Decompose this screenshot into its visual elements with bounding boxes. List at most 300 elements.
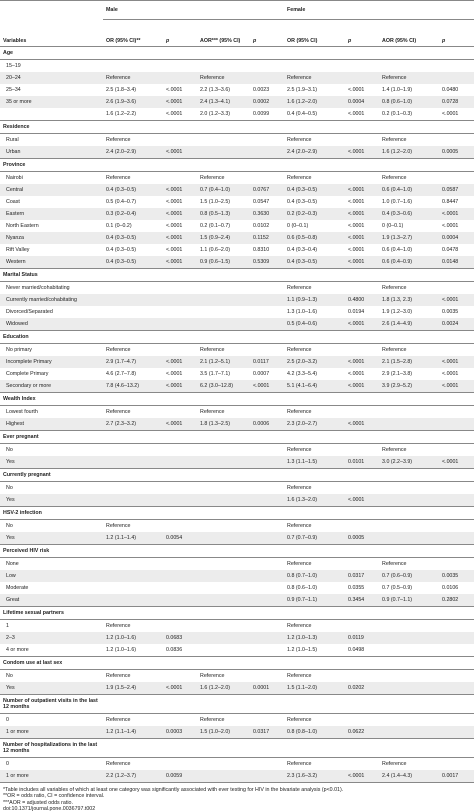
p-or-female-cell: 0.0622 (345, 726, 379, 739)
table-row (0, 770, 474, 783)
or-female-cell: 5.1 (4.1–6.4) (284, 380, 345, 393)
p-aor-female-cell (439, 494, 474, 507)
or-male-cell: 1.2 (1.0–1.6) (103, 644, 163, 657)
aor-male-cell (197, 318, 250, 331)
or-male-cell: 1.2 (1.1–1.4) (103, 726, 163, 739)
aor-female-cell: Reference (379, 172, 439, 185)
p-or-male-cell (163, 306, 197, 318)
aor-female-cell: 2.1 (1.5–2.8) (379, 356, 439, 368)
p-or-female-cell (345, 520, 379, 533)
aor-female-cell: 0.6 (0.4–1.0) (379, 244, 439, 256)
or-female-cell: 1.2 (1.0–1.3) (284, 632, 345, 644)
p-or-female-cell: 0.4800 (345, 294, 379, 306)
p-or-female-cell (345, 172, 379, 185)
variable-cell: No (0, 520, 103, 533)
variable-cell: North Eastern (0, 220, 103, 232)
table-row (0, 184, 474, 196)
table-row (0, 96, 474, 108)
aor-male-cell: 1.6 (1.2–2.0) (197, 682, 250, 695)
aor-male-cell: 0.9 (0.6–1.5) (197, 256, 250, 269)
p-aor-male-cell: 0.0001 (250, 682, 284, 695)
or-female-cell: Reference (284, 282, 345, 295)
p-or-female-cell (345, 134, 379, 147)
variable-cell: No primary (0, 344, 103, 357)
aor-male-cell (197, 60, 250, 73)
footnote-line: doi:10.1371/journal.pone.0036797.t002 (3, 805, 96, 812)
p-aor-female-cell (439, 72, 474, 84)
p-or-female-cell: <.0001 (345, 356, 379, 368)
table-row (0, 456, 474, 469)
column-header-variables: Variables (0, 20, 103, 47)
p-or-male-cell (163, 72, 197, 84)
p-aor-female-cell (439, 726, 474, 739)
aor-male-cell (197, 644, 250, 657)
p-aor-male-cell: 0.0002 (250, 96, 284, 108)
aor-female-cell: Reference (379, 72, 439, 84)
section-title: Currently pregnant (0, 469, 474, 482)
aor-male-cell: Reference (197, 172, 250, 185)
p-or-female-cell: <.0001 (345, 220, 379, 232)
aor-female-cell: 0.7 (0.6–0.9) (379, 570, 439, 582)
p-or-female-cell: 0.0194 (345, 306, 379, 318)
or-male-cell: 1.2 (1.1–1.4) (103, 532, 163, 545)
aor-female-cell: 3.9 (2.9–5.2) (379, 380, 439, 393)
p-or-female-cell (345, 620, 379, 633)
aor-female-cell: Reference (379, 134, 439, 147)
p-aor-male-cell (250, 456, 284, 469)
variable-cell: Low (0, 570, 103, 582)
p-aor-male-cell: 0.0117 (250, 356, 284, 368)
variable-cell: Incomplete Primary (0, 356, 103, 368)
aor-female-cell (379, 714, 439, 727)
p-aor-male-cell: 0.0767 (250, 184, 284, 196)
aor-female-cell: 1.8 (1.3, 2.3) (379, 294, 439, 306)
column-header-p-or-male: p (163, 20, 197, 47)
aor-female-cell: 1.0 (0.7–1.6) (379, 196, 439, 208)
aor-female-cell: 1.4 (1.0–1.9) (379, 84, 439, 96)
p-or-female-cell (345, 444, 379, 457)
p-or-male-cell (163, 456, 197, 469)
or-female-cell: 0.4 (0.3–0.5) (284, 256, 345, 269)
p-or-male-cell (163, 714, 197, 727)
table-row (0, 570, 474, 582)
or-male-cell: Reference (103, 134, 163, 147)
aor-male-cell (197, 444, 250, 457)
variable-cell: Yes (0, 456, 103, 469)
p-aor-male-cell (250, 146, 284, 159)
p-or-female-cell (345, 558, 379, 571)
aor-male-cell: 0.8 (0.5–1.3) (197, 208, 250, 220)
or-male-cell: 0.4 (0.3–0.5) (103, 184, 163, 196)
or-male-cell: 2.9 (1.7–4.7) (103, 356, 163, 368)
p-or-male-cell: <.0001 (163, 84, 197, 96)
p-or-male-cell: <.0001 (163, 418, 197, 431)
or-female-cell: 0.4 (0.3–0.5) (284, 184, 345, 196)
table-row (0, 532, 474, 545)
p-or-male-cell (163, 482, 197, 495)
or-female-cell: 1.6 (1.2–2.0) (284, 96, 345, 108)
variable-cell: Coast (0, 196, 103, 208)
p-aor-female-cell (439, 520, 474, 533)
aor-male-cell: 2.1 (1.2–5.1) (197, 356, 250, 368)
or-male-cell: Reference (103, 758, 163, 771)
p-aor-female-cell (439, 758, 474, 771)
p-aor-female-cell: <.0001 (439, 220, 474, 232)
variable-cell: Secondary or more (0, 380, 103, 393)
p-or-male-cell (163, 520, 197, 533)
column-header-or-male: OR (95% CI)** (103, 20, 163, 47)
p-aor-male-cell (250, 758, 284, 771)
aor-male-cell (197, 306, 250, 318)
p-or-female-cell: <.0001 (345, 108, 379, 121)
p-aor-male-cell (250, 444, 284, 457)
p-aor-male-cell (250, 632, 284, 644)
or-female-cell: 1.5 (1.1–2.0) (284, 682, 345, 695)
section-title: Condom use at last sex (0, 657, 474, 670)
footnote-line: ***AOR = adjusted odds ratio. (3, 799, 73, 806)
section-title: Number of outpatient visits in the last 12 months (0, 695, 103, 714)
p-or-male-cell: <.0001 (163, 256, 197, 269)
variable-cell: 1 or more (0, 770, 103, 783)
p-aor-male-cell (250, 482, 284, 495)
p-aor-female-cell (439, 682, 474, 695)
p-or-male-cell: <.0001 (163, 232, 197, 244)
table-row (0, 282, 474, 295)
p-or-male-cell (163, 594, 197, 607)
column-header-p-aor-male: p (250, 20, 284, 47)
aor-male-cell: 0.7 (0.4–1.0) (197, 184, 250, 196)
footnote-line: *Table includes all variables of which at least one category was significantly associated with ever testing for HIV in the bivariate analysis (p<0.01). (3, 787, 344, 793)
section-title: Marital Status (0, 269, 474, 282)
table-footnotes (0, 783, 474, 812)
p-aor-male-cell (250, 406, 284, 419)
p-or-female-cell (345, 758, 379, 771)
or-female-cell: 1.2 (1.0–1.5) (284, 644, 345, 657)
or-male-cell: Reference (103, 344, 163, 357)
p-or-female-cell: 0.0004 (345, 96, 379, 108)
p-or-male-cell (163, 444, 197, 457)
or-male-cell: 2.2 (1.2–3.7) (103, 770, 163, 783)
variable-cell: No (0, 444, 103, 457)
aor-male-cell: 1.5 (0.9–2.4) (197, 232, 250, 244)
aor-female-cell: 1.9 (1.3–2.7) (379, 232, 439, 244)
p-aor-male-cell (250, 520, 284, 533)
table-row (0, 380, 474, 393)
p-or-female-cell: <.0001 (345, 418, 379, 431)
p-or-male-cell (163, 620, 197, 633)
aor-female-cell (379, 644, 439, 657)
group-header-female: Female (284, 1, 474, 20)
p-aor-male-cell (250, 670, 284, 683)
aor-male-cell (197, 520, 250, 533)
aor-male-cell: 1.5 (1.0–2.5) (197, 196, 250, 208)
p-aor-male-cell: <.0001 (250, 380, 284, 393)
p-or-male-cell (163, 570, 197, 582)
aor-male-cell: 1.1 (0.6–2.0) (197, 244, 250, 256)
table-row (0, 670, 474, 683)
aor-male-cell: 3.5 (1.7–7.1) (197, 368, 250, 380)
p-aor-female-cell: 0.0728 (439, 96, 474, 108)
column-header-aor-female: AOR (95% CI) (379, 20, 439, 47)
table-row (0, 294, 474, 306)
aor-male-cell: Reference (197, 72, 250, 84)
p-aor-female-cell: 0.0035 (439, 306, 474, 318)
variable-cell: Divorced/Separated (0, 306, 103, 318)
p-or-male-cell: <.0001 (163, 682, 197, 695)
aor-female-cell (379, 682, 439, 695)
variable-cell: 4 or more (0, 644, 103, 657)
table-row (0, 306, 474, 318)
p-aor-male-cell (250, 582, 284, 594)
aor-female-cell: Reference (379, 344, 439, 357)
or-female-cell: Reference (284, 444, 345, 457)
variable-cell: Yes (0, 494, 103, 507)
table-row (0, 632, 474, 644)
or-male-cell: Reference (103, 520, 163, 533)
aor-female-cell: 1.9 (1.2–3.0) (379, 306, 439, 318)
p-aor-male-cell (250, 644, 284, 657)
aor-male-cell (197, 294, 250, 306)
or-female-cell: 0 (0–0.1) (284, 220, 345, 232)
table-row (0, 318, 474, 331)
or-male-cell: 2.7 (2.3–3.2) (103, 418, 163, 431)
p-aor-female-cell (439, 558, 474, 571)
variable-cell: Rural (0, 134, 103, 147)
p-aor-female-cell: <.0001 (439, 456, 474, 469)
section-header-row (0, 159, 474, 172)
p-aor-male-cell: 0.5309 (250, 256, 284, 269)
variable-cell: 0 (0, 758, 103, 771)
table-row (0, 494, 474, 507)
or-male-cell (103, 444, 163, 457)
table-row (0, 368, 474, 380)
table-row (0, 444, 474, 457)
p-or-female-cell: 0.3454 (345, 594, 379, 607)
p-aor-female-cell: 0.0004 (439, 232, 474, 244)
p-aor-female-cell (439, 418, 474, 431)
or-male-cell: 4.6 (2.7–7.8) (103, 368, 163, 380)
p-aor-female-cell: 0.0024 (439, 318, 474, 331)
p-aor-male-cell (250, 134, 284, 147)
table-row (0, 134, 474, 147)
p-aor-male-cell: 0.8310 (250, 244, 284, 256)
table-row (0, 594, 474, 607)
or-male-cell: 7.8 (4.6–13.2) (103, 380, 163, 393)
or-female-cell: 0.5 (0.4–0.6) (284, 318, 345, 331)
or-male-cell (103, 558, 163, 571)
or-male-cell (103, 570, 163, 582)
aor-female-cell: 0.9 (0.7–1.1) (379, 594, 439, 607)
p-aor-male-cell (250, 344, 284, 357)
aor-male-cell (197, 134, 250, 147)
p-or-male-cell: 0.0059 (163, 770, 197, 783)
p-aor-female-cell (439, 282, 474, 295)
p-or-female-cell: <.0001 (345, 256, 379, 269)
p-aor-female-cell: 0.0480 (439, 84, 474, 96)
variable-cell: Urban (0, 146, 103, 159)
p-aor-male-cell: 0.0102 (250, 220, 284, 232)
aor-male-cell: Reference (197, 714, 250, 727)
section-header-row (0, 739, 474, 758)
aor-female-cell (379, 494, 439, 507)
or-male-cell: 2.6 (1.9–3.6) (103, 96, 163, 108)
or-female-cell: 1.3 (1.1–1.5) (284, 456, 345, 469)
variable-cell: No (0, 482, 103, 495)
variable-cell: Highest (0, 418, 103, 431)
p-or-female-cell: 0.0119 (345, 632, 379, 644)
p-or-female-cell: <.0001 (345, 196, 379, 208)
p-aor-male-cell (250, 714, 284, 727)
p-aor-female-cell (439, 620, 474, 633)
p-aor-female-cell (439, 482, 474, 495)
p-or-female-cell: <.0001 (345, 318, 379, 331)
p-or-female-cell: <.0001 (345, 494, 379, 507)
p-aor-female-cell: 0.0106 (439, 582, 474, 594)
p-aor-female-cell: <.0001 (439, 380, 474, 393)
p-or-female-cell: 0.0202 (345, 682, 379, 695)
p-or-female-cell: 0.0498 (345, 644, 379, 657)
or-male-cell (103, 594, 163, 607)
or-female-cell: 0.6 (0.5–0.8) (284, 232, 345, 244)
table-row (0, 84, 474, 96)
p-or-male-cell (163, 344, 197, 357)
aor-male-cell: Reference (197, 670, 250, 683)
table-row (0, 418, 474, 431)
p-or-male-cell: <.0001 (163, 146, 197, 159)
variable-cell: 20–24 (0, 72, 103, 84)
section-title: Age (0, 47, 474, 60)
or-male-cell (103, 456, 163, 469)
section-title: Lifetime sexual partners (0, 607, 474, 620)
p-aor-male-cell (250, 72, 284, 84)
p-aor-female-cell (439, 632, 474, 644)
or-male-cell (103, 306, 163, 318)
section-header-row (0, 469, 474, 482)
or-male-cell: 2.4 (2.0–2.9) (103, 146, 163, 159)
or-female-cell: 1.6 (1.3–2.0) (284, 494, 345, 507)
p-or-male-cell: <.0001 (163, 356, 197, 368)
p-aor-male-cell (250, 570, 284, 582)
p-or-female-cell: <.0001 (345, 184, 379, 196)
variable-cell: Central (0, 184, 103, 196)
aor-male-cell: 1.5 (1.0–2.0) (197, 726, 250, 739)
table-row (0, 60, 474, 73)
table-row (0, 482, 474, 495)
or-female-cell: 2.4 (2.0–2.9) (284, 146, 345, 159)
variable-cell: Lowest fourth (0, 406, 103, 419)
p-aor-male-cell: 0.3630 (250, 208, 284, 220)
table-row (0, 208, 474, 220)
p-or-female-cell: 0.0355 (345, 582, 379, 594)
p-aor-female-cell (439, 134, 474, 147)
aor-male-cell: 0.2 (0.1–0.7) (197, 220, 250, 232)
aor-female-cell (379, 632, 439, 644)
p-or-male-cell (163, 406, 197, 419)
aor-male-cell (197, 594, 250, 607)
or-male-cell (103, 318, 163, 331)
or-female-cell: 0.4 (0.3–0.4) (284, 244, 345, 256)
aor-female-cell (379, 520, 439, 533)
aor-male-cell: 2.2 (1.3–3.6) (197, 84, 250, 96)
aor-male-cell (197, 482, 250, 495)
p-or-male-cell (163, 294, 197, 306)
variable-cell: 2–3 (0, 632, 103, 644)
p-aor-male-cell: 0.0006 (250, 418, 284, 431)
aor-male-cell: Reference (197, 344, 250, 357)
p-or-male-cell: 0.0003 (163, 726, 197, 739)
or-male-cell: 0.1 (0–0.2) (103, 220, 163, 232)
group-header-row (0, 1, 474, 20)
or-male-cell (103, 482, 163, 495)
or-female-cell: 2.5 (2.0–3.2) (284, 356, 345, 368)
aor-male-cell (197, 758, 250, 771)
p-or-male-cell (163, 282, 197, 295)
p-or-male-cell (163, 670, 197, 683)
or-female-cell: 0.8 (0.7–1.0) (284, 570, 345, 582)
section-title: Province (0, 159, 474, 172)
table-row (0, 582, 474, 594)
or-female-cell (284, 60, 345, 73)
or-female-cell: Reference (284, 72, 345, 84)
or-male-cell: 2.5 (1.8–3.4) (103, 84, 163, 96)
or-male-cell (103, 294, 163, 306)
variable-cell: None (0, 558, 103, 571)
aor-male-cell (197, 282, 250, 295)
aor-male-cell (197, 632, 250, 644)
section-header-row (0, 545, 474, 558)
section-title: Wealth Index (0, 393, 474, 406)
p-or-female-cell (345, 714, 379, 727)
p-or-male-cell (163, 758, 197, 771)
variable-cell: Yes (0, 532, 103, 545)
table-body (0, 47, 474, 783)
table-row (0, 726, 474, 739)
section-header-row (0, 695, 474, 714)
p-aor-male-cell (250, 494, 284, 507)
or-female-cell: 0.8 (0.6–1.0) (284, 582, 345, 594)
p-aor-female-cell: 0.0005 (439, 146, 474, 159)
variable-cell (0, 108, 103, 121)
aor-female-cell: 0.6 (0.4–0.9) (379, 256, 439, 269)
p-or-male-cell: <.0001 (163, 208, 197, 220)
p-aor-female-cell: 0.8447 (439, 196, 474, 208)
p-aor-female-cell: 0.0148 (439, 256, 474, 269)
p-or-male-cell: <.0001 (163, 108, 197, 121)
aor-female-cell: 3.0 (2.2–3.9) (379, 456, 439, 469)
or-male-cell: 1.2 (1.0–1.6) (103, 632, 163, 644)
or-male-cell (103, 494, 163, 507)
table-row (0, 196, 474, 208)
p-aor-male-cell (250, 594, 284, 607)
or-female-cell: Reference (284, 620, 345, 633)
variable-cell: Western (0, 256, 103, 269)
or-female-cell: Reference (284, 558, 345, 571)
table-row (0, 108, 474, 121)
aor-female-cell: 0.8 (0.6–1.0) (379, 96, 439, 108)
p-aor-female-cell: <.0001 (439, 108, 474, 121)
or-female-cell: Reference (284, 758, 345, 771)
p-aor-female-cell: 0.0587 (439, 184, 474, 196)
aor-male-cell (197, 558, 250, 571)
variable-cell: 25–34 (0, 84, 103, 96)
table-row (0, 146, 474, 159)
aor-male-cell: 2.0 (1.2–3.3) (197, 108, 250, 121)
table-row (0, 244, 474, 256)
variable-cell: Yes (0, 682, 103, 695)
table-row (0, 644, 474, 657)
p-or-male-cell (163, 134, 197, 147)
variable-cell: Moderate (0, 582, 103, 594)
